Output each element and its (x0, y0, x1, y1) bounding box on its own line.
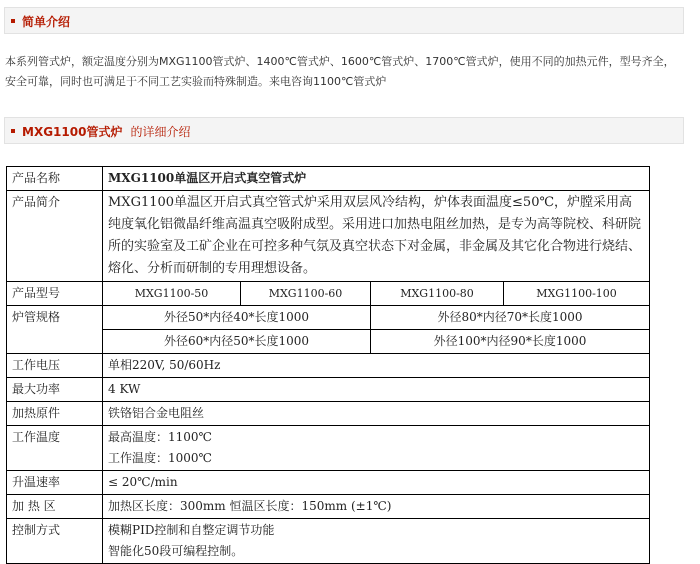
control-line: 智能化50段可编程控制。 (108, 544, 244, 558)
tube-spec-cell: 外径80*内径70*长度1000 (371, 306, 650, 330)
model-cell: MXG1100-60 (241, 282, 371, 306)
row-label: 升温速率 (7, 471, 103, 495)
table-row (7, 330, 650, 354)
control-value (103, 519, 650, 564)
row-label: 产品简介 (7, 191, 103, 282)
section-subtitle: 的详细介绍 (130, 125, 191, 139)
tube-spec-cell: 外径50*内径40*长度1000 (103, 306, 371, 330)
intro-paragraph: 本系列管式炉，额定温度分别为MXG1100管式炉、1400℃管式炉、1600℃管式炉、1700℃管式炉，使用不同的加热元件，型号齐全，安全可靠，同时也可满足于不同工艺实验而特殊制造。来电咨询1100℃管式炉 (5, 55, 675, 88)
model-cell: MXG1100-80 (371, 282, 504, 306)
model-cell: MXG1100-50 (103, 282, 241, 306)
tube-spec-cell: 外径100*内径90*长度1000 (371, 330, 650, 354)
section-title: 简单介绍 (22, 15, 71, 29)
table-row (7, 402, 650, 426)
row-label: 加热原件 (7, 402, 103, 426)
row-label: 工作温度 (7, 426, 103, 471)
model-cell: MXG1100-100 (504, 282, 650, 306)
section-header-detail (4, 117, 684, 144)
table-row (7, 378, 650, 402)
voltage-value: 单相220V, 50/60Hz (103, 354, 650, 378)
row-label: 加 热 区 (7, 495, 103, 519)
spec-table (6, 166, 650, 564)
temperature-value (103, 426, 650, 471)
work-temperature: 工作温度：1000℃ (108, 451, 212, 465)
table-row (7, 495, 650, 519)
table-row (7, 354, 650, 378)
heating-zone-value: 加热区长度：300mm 恒温区长度：150mm (±1℃) (103, 495, 650, 519)
row-label: 工作电压 (7, 354, 103, 378)
product-intro-value: MXG1100单温区开启式真空管式炉采用双层风冷结构，炉体表面温度≤50℃，炉膛采用高纯度氧化铝微晶纤维高温真空吸附成型。采用进口加热电阻丝加热，是专为高等院校、科研院所的实验室及工矿企业在可控多种气氛及真空状态下对金属，非金属及其它化合物进行烧结、熔化、分析而研制的专用理想设备。 (103, 191, 650, 282)
tube-spec-cell: 外径60*内径50*长度1000 (103, 330, 371, 354)
row-label: 炉管规格 (7, 306, 103, 354)
table-row (7, 519, 650, 564)
table-row (7, 426, 650, 471)
row-label: 控制方式 (7, 519, 103, 564)
table-row (7, 306, 650, 330)
bullet-square-icon (11, 19, 15, 23)
power-value: 4 KW (103, 378, 650, 402)
row-label: 产品名称 (7, 167, 103, 191)
control-line: 模糊PID控制和自整定调节功能 (108, 523, 275, 537)
product-name-value: MXG1100单温区开启式真空管式炉 (103, 167, 650, 191)
table-row (7, 282, 650, 306)
table-row (7, 167, 650, 191)
element-value: 铁铬铝合金电阻丝 (103, 402, 650, 426)
heating-rate-value: ≤ 20℃/min (103, 471, 650, 495)
bullet-square-icon (11, 129, 15, 133)
section-title (22, 123, 190, 140)
row-label: 最大功率 (7, 378, 103, 402)
table-row (7, 471, 650, 495)
max-temperature: 最高温度：1100℃ (108, 430, 212, 444)
product-link[interactable]: MXG1100管式炉 (22, 125, 123, 139)
section-header-intro (4, 7, 684, 34)
row-label: 产品型号 (7, 282, 103, 306)
table-row (7, 191, 650, 282)
